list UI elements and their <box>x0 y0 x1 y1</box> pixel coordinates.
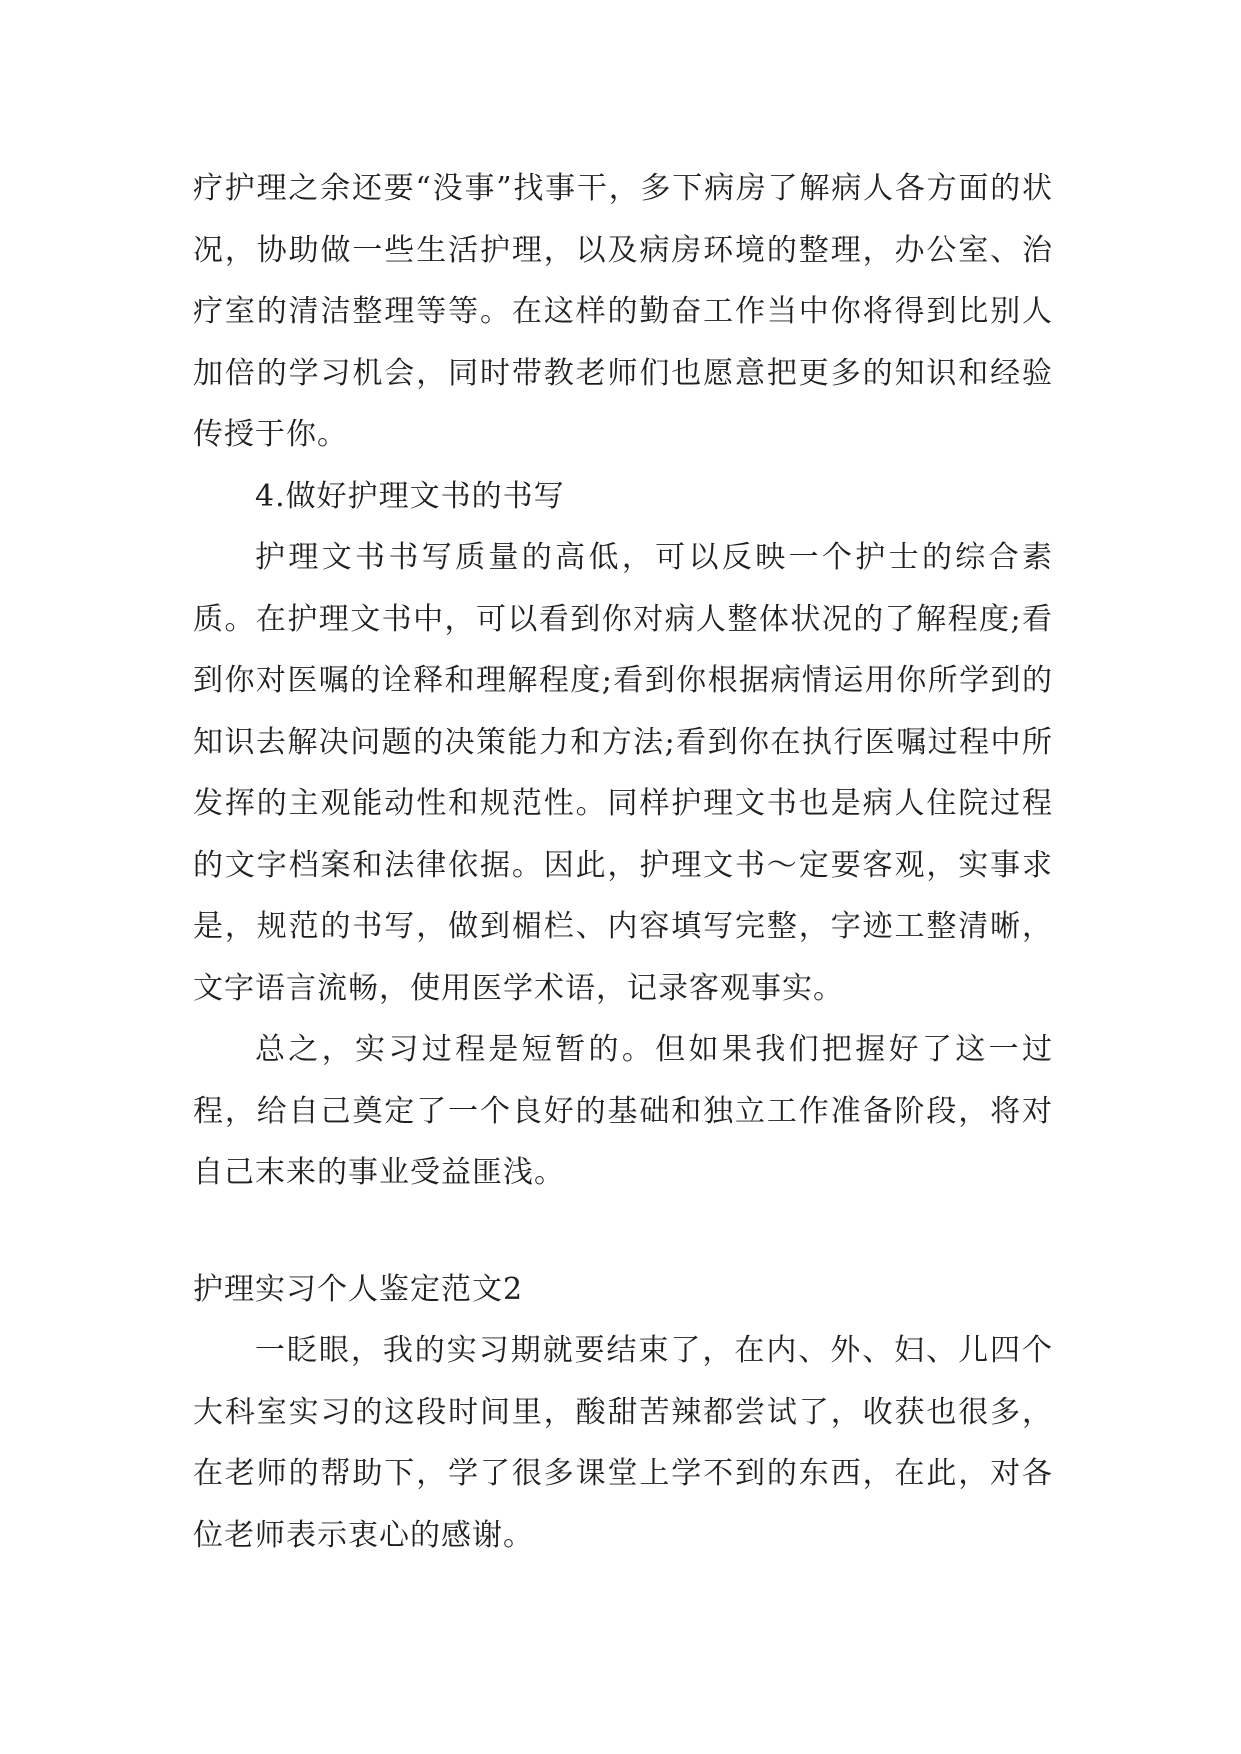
paragraph-continuation: 疗护理之余还要“没事”找事干，多下病房了解病人各方面的状况，协助做一些生活护理，以及病房环境的整理，办公室、治疗室的清洁整理等等。在这样的勤奋工作当中你将得到比别人加倍的学习机会，同时带教老师们也愿意把更多的知识和经验传授于你。 <box>193 171 1053 452</box>
paragraph-intro: 一眨眼，我的实习期就要结束了，在内、外、妇、儿四个大科室实习的这段时间里，酸甜苦辣都尝试了，收获也很多，在老师的帮助下，学了很多课堂上学不到的东西，在此，对各位老师表示衷心的感谢。 <box>193 1333 1053 1553</box>
section-title: 护理实习个人鉴定范文2 <box>193 1271 524 1307</box>
section-subheading: 4.做好护理文书的书写 <box>255 478 565 514</box>
document-body <box>193 158 1053 1566</box>
paragraph-summary: 总之，实习过程是短暂的。但如果我们把握好了这一过程，给自己奠定了一个良好的基础和独立工作准备阶段，将对自己末来的事业受益匪浅。 <box>193 1032 1053 1190</box>
paragraph-nursing-documents: 护理文书书写质量的高低，可以反映一个护士的综合素质。在护理文书中，可以看到你对病人整体状况的了解程度;看到你对医嘱的诠释和理解程度;看到你根据病情运用你所学到的知识去解决问题的决策能力和方法;看到你在执行医嘱过程中所发挥的主观能动性和规范性。同样护理文书也是病人住院过程的文字档案和法律依据。因此，护理文书～定要客观，实事求是，规范的书写，做到楣栏、内容填写完整，字迹工整清晰，文字语言流畅，使用医学术语，记录客观事实。 <box>193 540 1053 1006</box>
